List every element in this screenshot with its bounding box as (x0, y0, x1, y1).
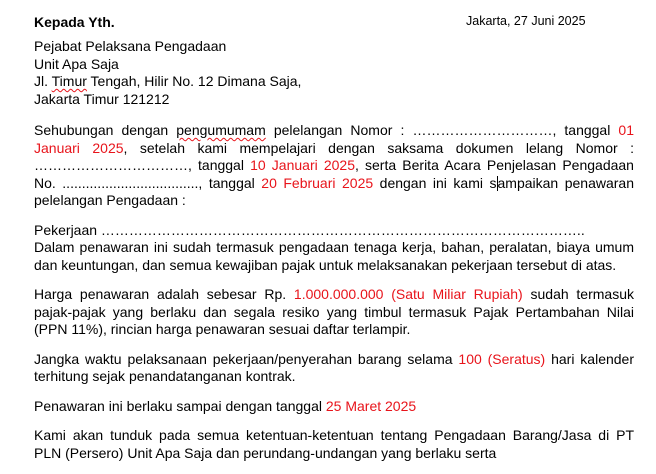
text-span: ampaikan penawaran pelelangan Pengadaan : (34, 174, 634, 208)
highlight-date: 20 Februari 2025 (261, 174, 374, 191)
highlight-date: 01 Januari 2025 (34, 122, 634, 156)
text-span: Jangka waktu pelaksanaan pekerjaan/penyerahan barang selama (34, 350, 459, 367)
spellcheck-word: Timur (51, 73, 87, 89)
text-span: hari kalender terhitung sejak penandatanganan kontrak. (34, 350, 635, 384)
text-span: , serta Berita Acara Penjelasan Pengadaan No. ..................................., tanggal (34, 157, 634, 191)
highlight-date: 25 Maret 2025 (325, 397, 417, 414)
recipient-street (34, 73, 301, 91)
text-span: , setelah kami mempelajari dengan saksama dokumen lelang Nomor : ……………………………, tanggal (34, 139, 634, 173)
recipient-city: Jakarta Timur 121212 (34, 90, 170, 107)
paragraph-price (34, 286, 634, 339)
highlight-date: 10 Januari 2025 (250, 157, 355, 173)
recipient-title: Pejabat Pelaksana Pengadaan (34, 38, 227, 54)
text-span: Harga penawaran adalah sebesar Rp. (34, 286, 294, 302)
text-span: Penawaran ini berlaku sampai dengan tanggal (34, 397, 326, 414)
text-span: Sehubungan dengan (34, 122, 177, 138)
highlight-duration: 100 (Seratus) (458, 350, 546, 367)
recipient-unit: Unit Apa Saja (34, 55, 119, 72)
text-span: pelelangan Nomor : …………………………, tanggal (265, 122, 619, 138)
letter-date: Jakarta, 27 Juni 2025 (466, 14, 586, 28)
paragraph-validity (34, 398, 634, 416)
text-span: dengan ini kami s (373, 174, 497, 191)
highlight-amount: 1.000.000.000 (Satu Miliar Rupiah) (293, 286, 523, 302)
paragraph-work-scope: Dalam penawaran ini sudah termasuk pengadaan tenaga kerja, bahan, peralatan, biaya umum dan keuntungan, dan semua kewajiban pajak untuk melaksanakan pekerjaan tersebut di atas. (34, 239, 634, 273)
text-span: sudah termasuk pajak-pajak yang berlaku dan segala resiko yang timbul termasuk Pajak Pertambahan Nilai (PPN 11%), rincian harga penawaran sesuai daftar terlampir. (34, 286, 634, 337)
street-prefix: Jl. (34, 73, 52, 89)
paragraph-compliance: Kami akan tunduk pada semua ketentuan-ketentuan tentang Pengadaan Barang/Jasa di PT PLN (Persero) Unit Apa Saja dan perundang-undangan yang berlaku serta (34, 427, 634, 461)
addressee-heading: Kepada Yth. (34, 14, 115, 30)
paragraph-work-title: Pekerjaan ………………………………………………………………………………………….. (34, 221, 585, 238)
paragraph-reference (34, 122, 634, 210)
recipient-block (34, 38, 301, 108)
street-rest: Tengah, Hilir No. 12 Dimana Saja, (86, 73, 302, 89)
letter-body (34, 122, 634, 474)
spellcheck-word: pengumumam (176, 122, 266, 138)
paragraph-duration (34, 351, 634, 386)
